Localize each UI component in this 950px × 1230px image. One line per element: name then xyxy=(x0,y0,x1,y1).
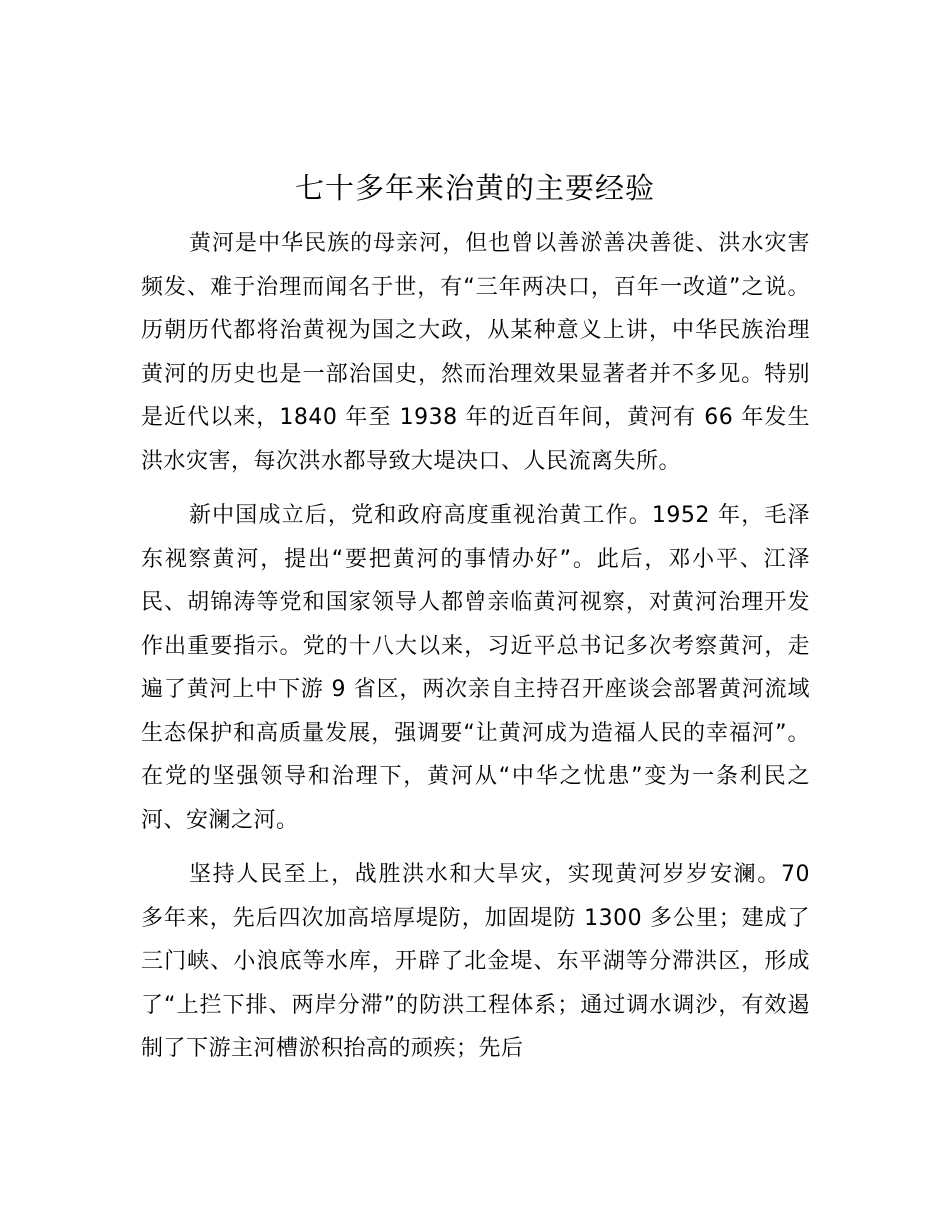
paragraph-2: 新中国成立后，党和政府高度重视治黄工作。1952 年，毛泽东视察黄河，提出“要把黄河的事情办好”。此后，邓小平、江泽民、胡锦涛等党和国家领导人都曾亲临黄河视察，对黄河治理开发作出重要指示。党的十八大以来，习近平总书记多次考察黄河，走遍了黄河上中下游 9 省区，两次亲自主持召开座谈会部署黄河流域生态保护和高质量发展，强调要“让黄河成为造福人民的幸福河”。在党的坚强领导和治理下，黄河从“中华之忧患”变为一条利民之河、安澜之河。 xyxy=(141,503,810,833)
paragraph-3: 坚持人民至上，战胜洪水和大旱灾，实现黄河岁岁安澜。70 多年来，先后四次加高培厚堤防，加固堤防 1300 多公里；建成了三门峡、小浪底等水库，开辟了北金堤、东平湖等分滞洪区，形成了“上拦下排、两岸分滞”的防洪工程体系；通过调水调沙，有效遏制了下游主河槽淤积抬高的顽疾；先后 xyxy=(141,862,810,1061)
paragraph-1: 黄河是中华民族的母亲河，但也曾以善淤善决善徙、洪水灾害频发、难于治理而闻名于世，有“三年两决口，百年一改道”之说。历朝历代都将治黄视为国之大政，从某种意义上讲，中华民族治理黄河的历史也是一部治国史，然而治理效果显著者并不多见。特别是近代以来，1840 年至 1938 年的近百年间，黄河有 66 年发生洪水灾害，每次洪水都导致大堤决口、人民流离失所。 xyxy=(141,231,810,474)
document-title: 七十多年来治黄的主要经验 xyxy=(294,171,655,205)
document-body xyxy=(141,222,810,1082)
